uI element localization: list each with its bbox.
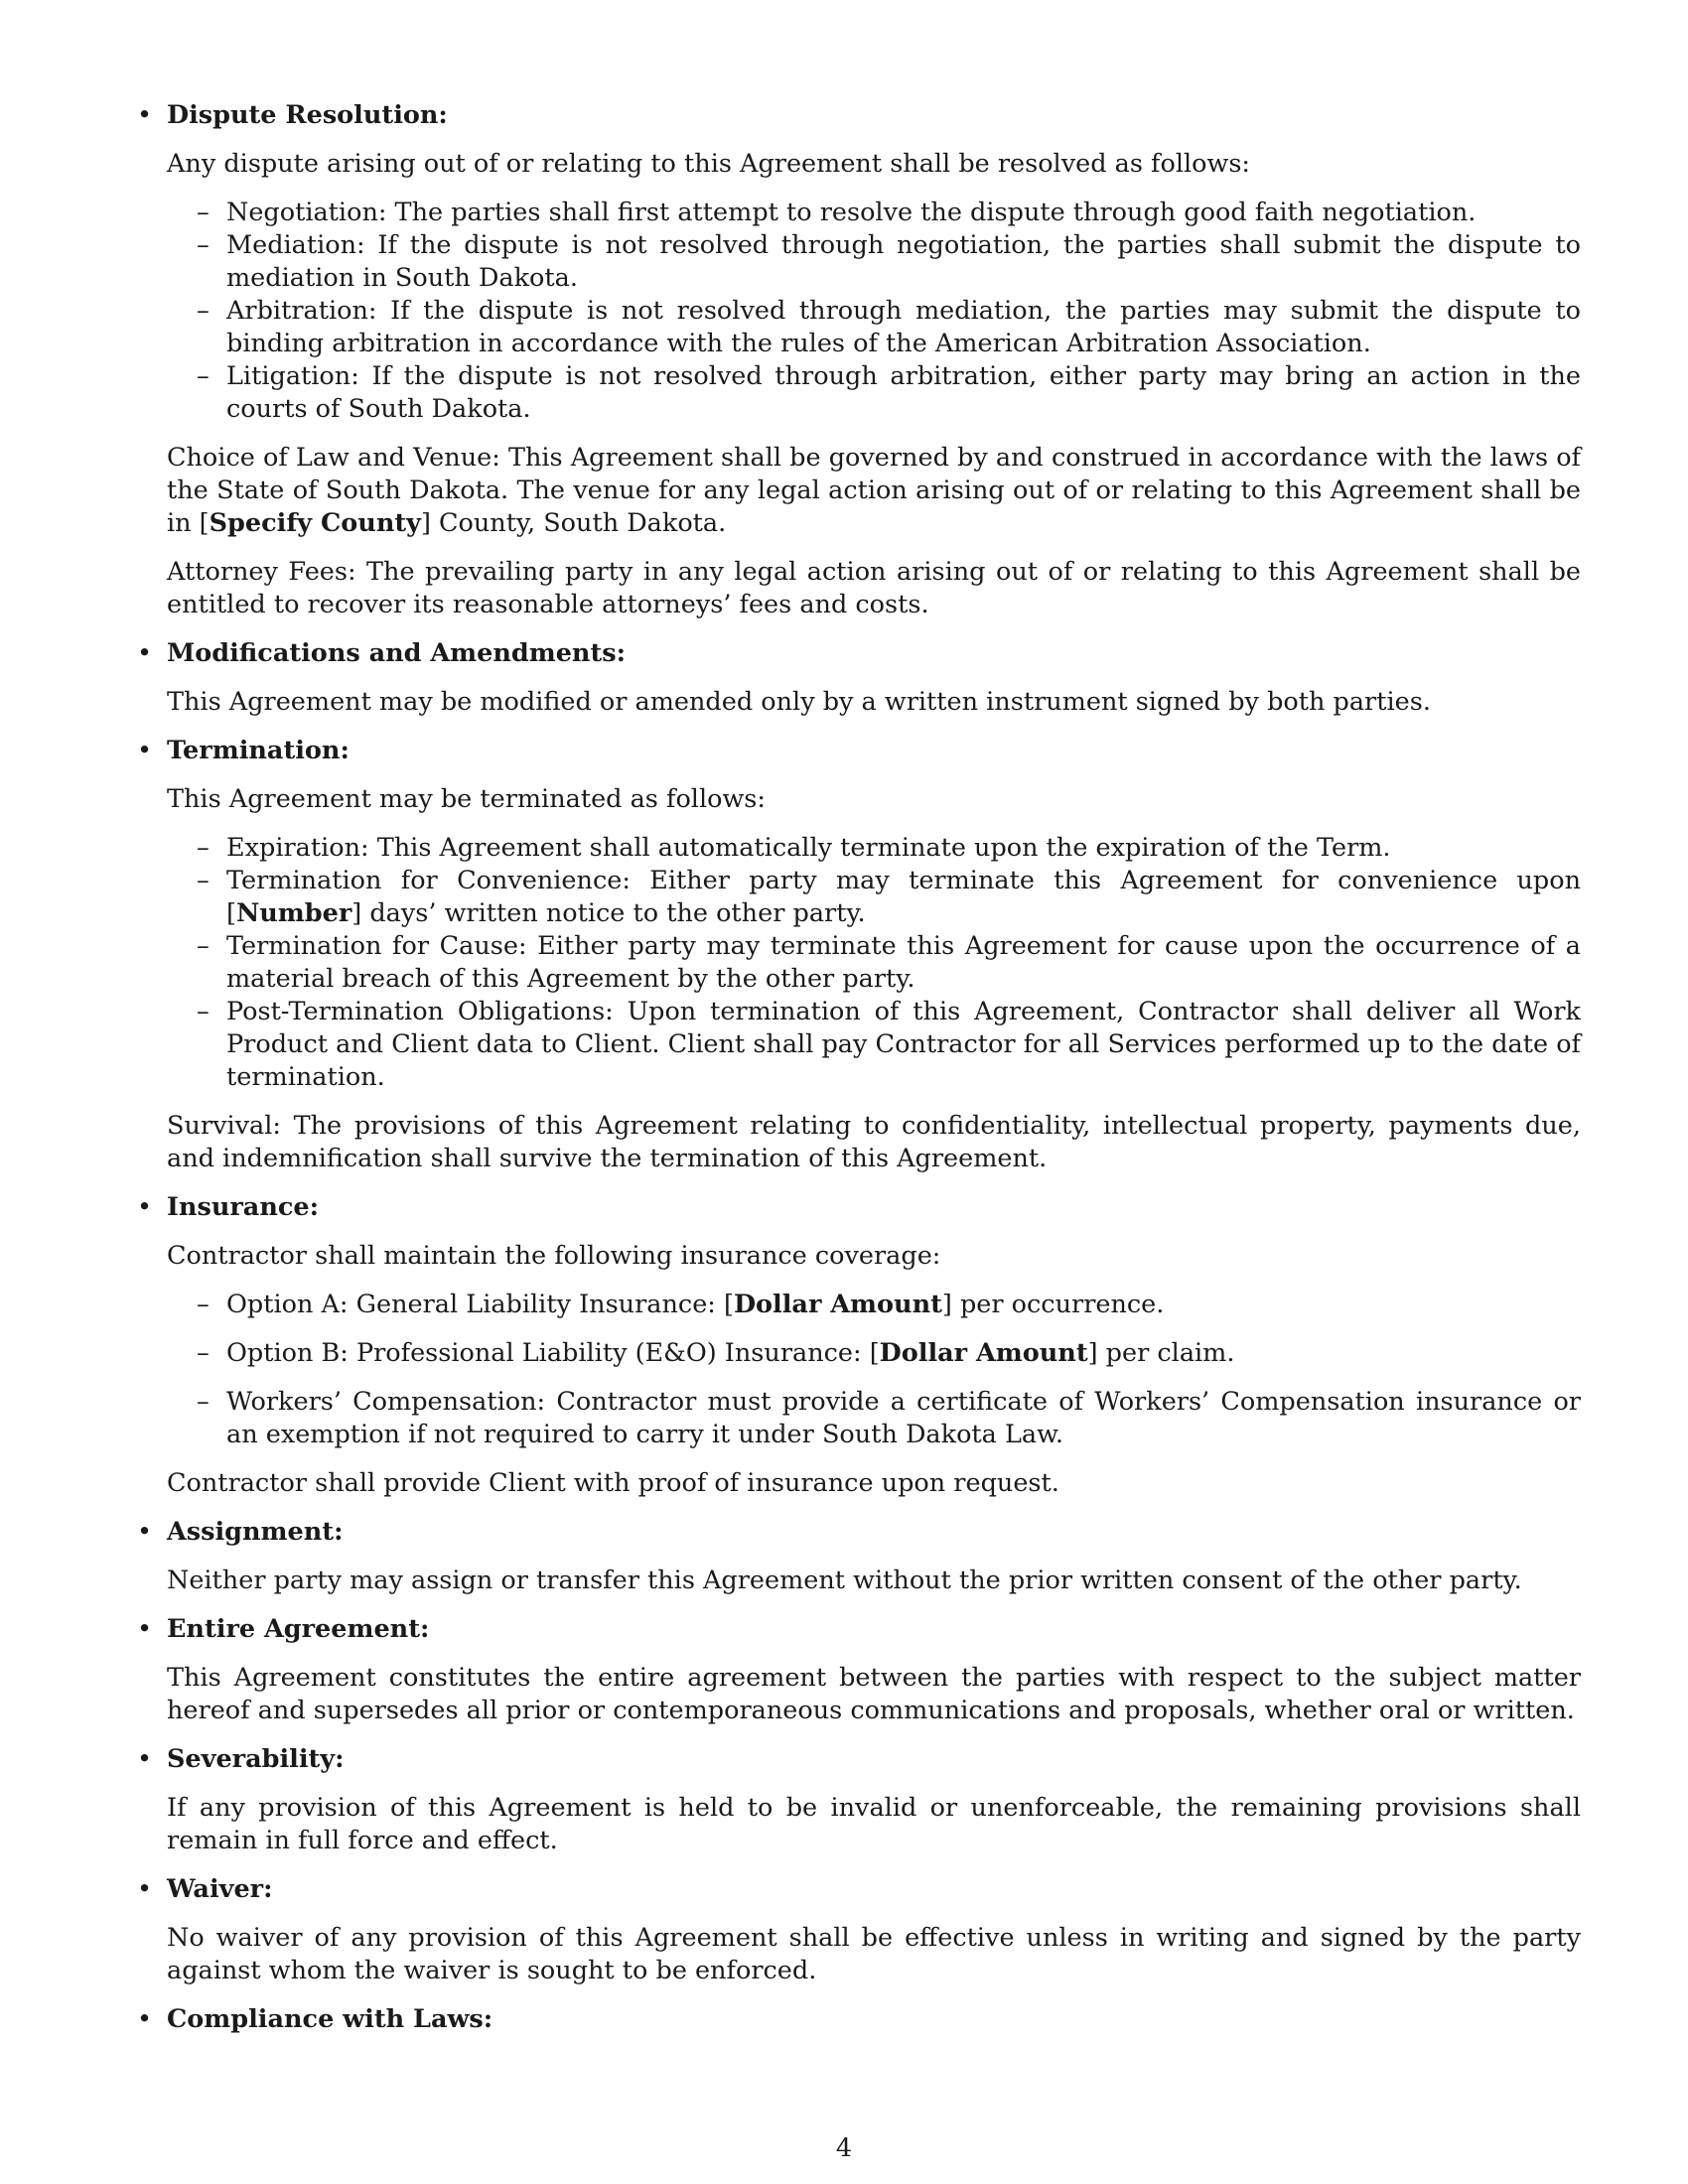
list-item: – Option B: Professional Liability (E&O) Insurance: [Dollar Amount] per claim. [197,1338,1235,1368]
dash-icon: – [197,1290,210,1319]
section-insurance [133,1191,1581,1500]
section-assignment [133,1516,1581,1597]
section-intro: Contractor shall maintain the following insurance coverage: [167,1241,941,1271]
placeholder-dollar-amount: Dollar Amount [879,1338,1088,1368]
section-heading: Entire Agreement: [167,1614,430,1644]
section-compliance [133,2003,1581,2036]
placeholder-dollar-amount: Dollar Amount [733,1290,942,1319]
dash-icon: – [197,1387,210,1417]
choice-of-law-paragraph: Choice of Law and Venue: This Agreement shall be governed by and construed in accordance with the laws of the State of South Dakota. The venue for any legal action arising out of or relating to this Agreement shall be in [Specify County] County, South Dakota. [167,443,1581,538]
section-body: This Agreement constitutes the entire agreement between the parties with respect to the subject matter hereof and supersedes all prior or contemporaneous communications and proposals, whether oral or written. [167,1663,1581,1725]
dash-icon: – [197,866,210,895]
bullet-icon: • [137,736,153,765]
survival-paragraph: Survival: The provisions of this Agreement relating to confidentiality, intellectual property, payments due, and indemnification shall survive the termination of this Agreement. [167,1111,1581,1173]
section-entire-agreement [133,1613,1581,1727]
list-item: – Arbitration: If the dispute is not resolved through mediation, the parties may submit the dispute to binding arbitration in accordance with the rules of the American Arbitration Association. [197,296,1581,358]
dash-icon: – [197,931,210,961]
dash-icon: – [197,997,210,1026]
bullet-icon: • [137,100,153,130]
dash-icon: – [197,361,210,391]
section-body: Neither party may assign or transfer this Agreement without the prior written consent of the other party. [167,1566,1522,1595]
section-dispute-resolution [133,99,1581,621]
list-item: – Mediation: If the dispute is not resolved through negotiation, the parties shall submit the dispute to mediation in South Dakota. [197,230,1581,293]
placeholder-specify-county: Specify County [209,508,421,538]
bullet-icon: • [137,2004,153,2034]
section-body: No waiver of any provision of this Agreement shall be effective unless in writing and signed by the party against whom the waiver is sought to be enforced. [167,1923,1581,1985]
section-severability [133,1743,1581,1857]
section-body: If any provision of this Agreement is held to be invalid or unenforceable, the remaining provisions shall remain in full force and effect. [167,1793,1581,1855]
dash-icon: – [197,1338,210,1368]
bullet-icon: • [137,1517,153,1547]
bullet-icon: • [137,1614,153,1644]
list-item: – Litigation: If the dispute is not resolved through arbitration, either party may bring an action in the courts of South Dakota. [197,361,1581,424]
list-item: – Negotiation: The parties shall first attempt to resolve the dispute through good faith negotiation. [197,198,1477,227]
dash-icon: – [197,230,210,260]
dash-icon: – [197,198,210,227]
page-content [133,99,1581,2052]
list-item: – Workers’ Compensation: Contractor must provide a certificate of Workers’ Compensation insurance or an exemption if not required to carry it under South Dakota Law. [197,1387,1581,1449]
page-number: 4 [835,2133,853,2163]
sub-list [167,1289,1581,1451]
insurance-closing: Contractor shall provide Client with proof of insurance upon request. [167,1468,1059,1498]
section-heading: Compliance with Laws: [167,2004,493,2034]
section-intro: Any dispute arising out of or relating to this Agreement shall be resolved as follows: [167,149,1250,179]
dash-icon: – [197,296,210,326]
list-item: – Post-Termination Obligations: Upon termination of this Agreement, Contractor shall deliver all Work Product and Client data to Client. Client shall pay Contractor for all Services performed up to the date of termination. [197,997,1581,1092]
list-item: – Expiration: This Agreement shall automatically terminate upon the expiration of the Term. [197,833,1391,863]
bullet-icon: • [137,1192,153,1222]
sub-list [167,197,1581,426]
section-heading: Modifications and Amendments: [167,638,627,668]
section-heading: Insurance: [167,1192,320,1222]
section-heading: Termination: [167,736,350,765]
attorney-fees-paragraph: Attorney Fees: The prevailing party in any legal action arising out of or relating to this Agreement shall be entitled to recover its reasonable attorneys’ fees and costs. [167,557,1581,619]
bullet-icon: • [137,638,153,668]
sub-list [167,832,1581,1094]
list-item: – Option A: General Liability Insurance: [Dollar Amount] per occurrence. [197,1290,1165,1319]
section-termination [133,735,1581,1175]
section-intro: This Agreement may be terminated as follows: [167,784,766,814]
section-heading: Severability: [167,1744,345,1774]
section-waiver [133,1873,1581,1987]
bullet-icon: • [137,1874,153,1904]
section-heading: Dispute Resolution: [167,100,448,130]
section-heading: Waiver: [167,1874,273,1904]
list-item: – Termination for Convenience: Either party may terminate this Agreement for convenience upon [Number] days’ written notice to the other party. [197,866,1581,928]
section-heading: Assignment: [167,1517,344,1547]
list-item: – Termination for Cause: Either party may terminate this Agreement for cause upon the occurrence of a material breach of this Agreement by the other party. [197,931,1581,994]
bullet-icon: • [137,1744,153,1774]
section-body: This Agreement may be modified or amended only by a written instrument signed by both parties. [167,687,1431,717]
dash-icon: – [197,833,210,863]
section-modifications [133,637,1581,719]
placeholder-number: Number [235,898,352,928]
